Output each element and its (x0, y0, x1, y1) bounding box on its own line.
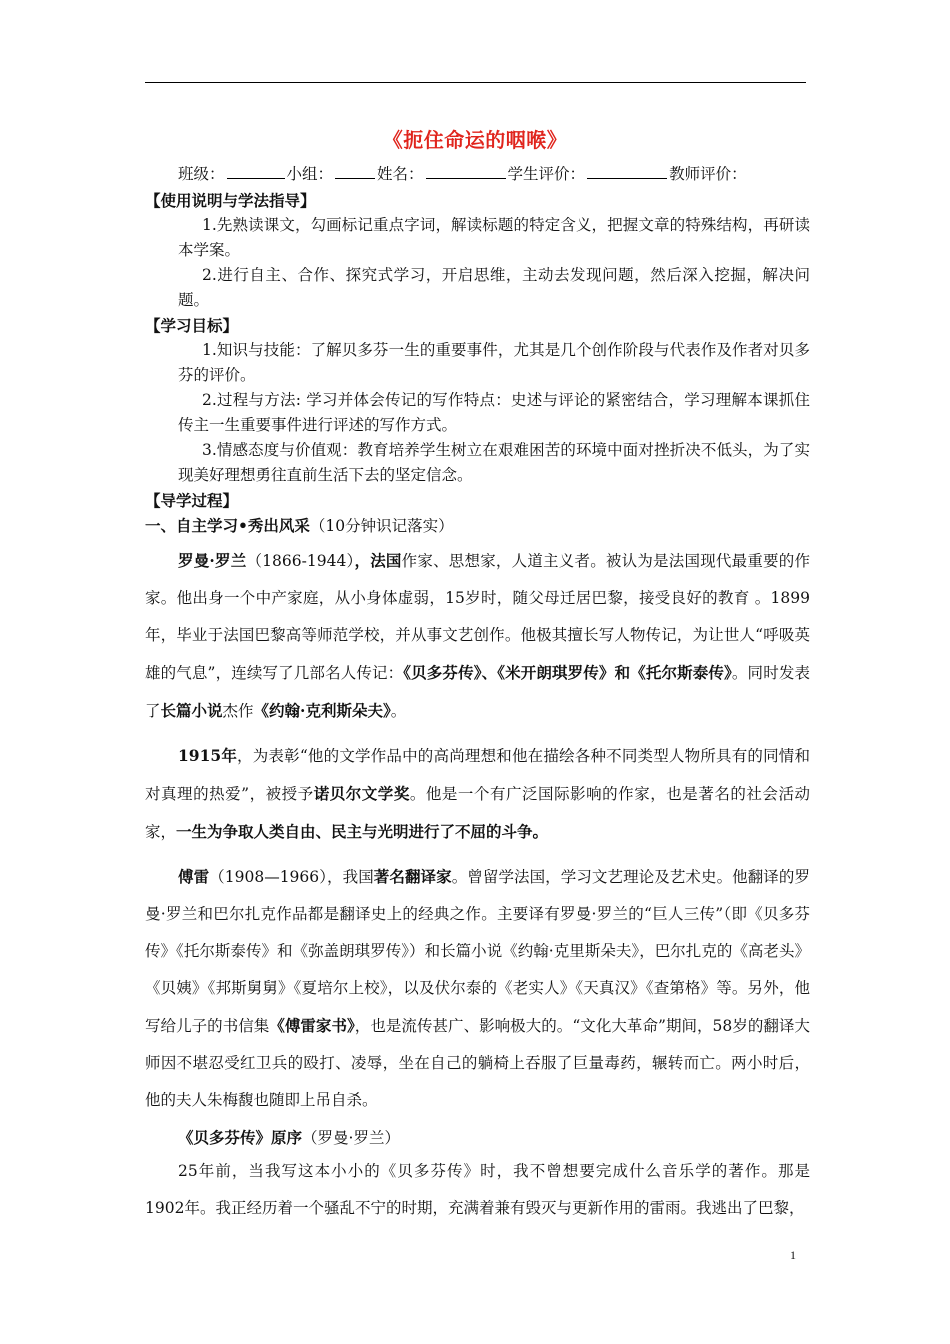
rolland-text-2: 。同时发表了 (145, 664, 810, 720)
nobel-struggle: 一生为争取人类自由、民主与光明进行了不屈的斗争。 (176, 822, 549, 841)
usage-header: 【使用说明与学法指导】 (145, 191, 316, 210)
group-label: 小组： (286, 165, 334, 183)
page-number: 1 (790, 1248, 796, 1262)
name-blank[interactable] (426, 164, 506, 179)
rolland-name: 罗曼·罗兰 (178, 551, 247, 570)
rolland-novel-label: 长篇小说 (160, 701, 223, 720)
nobel-text-2: 。他是一个有广泛国际影响的作家，也是著名的社会活动家， (145, 785, 810, 841)
goals-item-1: 1.知识与技能：了解贝多芬一生的重要事件，尤其是几个创作阶段与代表作及作者对贝多芬的评价。 (178, 341, 810, 384)
preface-author: （罗曼·罗兰） (302, 1129, 400, 1147)
fulei-paragraph (145, 858, 810, 1119)
fulei-name: 傅雷 (178, 867, 210, 886)
fulei-text-3: ，也是流传甚广、影响极大的。“文化大革命”期间，58岁的翻译大师因不堪忍受红卫兵的殴打、凌辱，坐在自己的躺椅上吞服了巨量毒药，辗转而亡。两小时后，他的夫人朱梅馥也随即上吊自杀。 (145, 1017, 810, 1109)
document-body (145, 188, 810, 1227)
section-1-label: 一、自主学习•秀出风采 (145, 516, 310, 535)
group-blank[interactable] (335, 164, 375, 179)
rolland-novel-title: 《约翰·克利斯朵夫》 (253, 701, 391, 720)
student-eval-blank[interactable] (587, 164, 667, 179)
header-rule (145, 82, 806, 83)
usage-item-1: 1.先熟读课文，勾画标记重点字词，解读标题的特定含义，把握文章的特殊结构，再研读本学案。 (178, 216, 810, 259)
process-header: 【导学过程】 (145, 491, 239, 510)
section-1-note: （10分钟识记落实） (309, 517, 454, 535)
goals-item-2: 2.过程与方法: 学习并体会传记的写作特点：史述与评论的紧密结合，学习理解本课抓住传主一生重要事件进行评述的写作方式。 (178, 391, 810, 434)
goals-header: 【学习目标】 (145, 316, 239, 335)
goals-item-3: 3.情感态度与价值观：教育培养学生树立在艰难困苦的环境中面对挫折决不低头，为了实现美好理想勇往直前生活下去的坚定信念。 (178, 441, 810, 484)
rolland-text-3: 杰作 (222, 702, 254, 720)
rolland-years: （1866-1944） (246, 552, 355, 570)
rolland-text-1: 作家、思想家，人道主义者。被认为是法国现代最重要的作家。他出身一个中产家庭，从小身体虚弱，15岁时，随父母迁居巴黎，接受良好的教育 。1899年，毕业于法国巴黎高等师范学校，并从事文艺创作。他极其擅长写人物传记，为让世人“呼吸英雄的气息”，连续写了几部名人传记： (145, 552, 810, 682)
fulei-letters: 《傅雷家书》 (269, 1016, 355, 1035)
student-info-line (178, 162, 747, 184)
nobel-text-1: ，为表彰“他的文学作品中的高尚理想和他在描绘各种不同类型人物所具有的同情和对真理的热爱”，被授予 (145, 747, 810, 803)
class-label: 班级： (178, 165, 225, 183)
usage-item-2: 2.进行自主、合作、探究式学习，开启思维，主动去发现问题，然后深入挖掘，解决问题。 (178, 266, 810, 309)
nobel-year: 1915年 (178, 746, 238, 765)
teacher-eval-label: 教师评价： (669, 165, 747, 183)
preface-paragraph: 25年前，当我写这本小小的《贝多芬传》时，我不曾想要完成什么音乐学的著作。那是1902年。我正经历着一个骚乱不宁的时期，充满着兼有毁灭与更新作用的雷雨。我逃出了巴黎， (145, 1162, 810, 1217)
name-label: 姓名： (377, 165, 424, 183)
fulei-title: 著名翻译家 (373, 867, 452, 886)
fulei-text-1: （1908—1966），我国 (209, 868, 374, 886)
section-1-title (145, 513, 810, 539)
rolland-country: ，法国 (354, 551, 402, 570)
page-title: 《扼住命运的咽喉》 (382, 128, 568, 152)
fulei-text-2: 。曾留学法国，学习文艺理论及艺术史。他翻译的罗曼·罗兰和巴尔扎克作品都是翻译史上的经典之作。主要译有罗曼·罗兰的“巨人三传”（即《贝多芬传》《托尔斯泰传》和《弥盖朗琪罗传》）和长篇小说《约翰·克里斯朵夫》，巴尔扎克的《高老头》《贝姨》《邦斯舅舅》《夏培尔上校》，以及伏尔泰的《老实人》《天真汉》《查第格》等。另外，他写给儿子的书信集 (145, 868, 810, 1035)
nobel-paragraph (145, 737, 810, 851)
preface-heading (145, 1123, 810, 1153)
class-blank[interactable] (227, 164, 285, 179)
rolland-biographies: 《贝多芬传》、《米开朗琪罗传》和《托尔斯泰传》 (403, 663, 732, 682)
student-eval-label: 学生评价： (507, 165, 586, 183)
rolland-paragraph (145, 542, 810, 730)
rolland-text-4: 。 (390, 702, 407, 720)
preface-title: 《贝多芬传》原序 (178, 1128, 303, 1147)
nobel-prize: 诺贝尔文学奖 (313, 784, 410, 803)
